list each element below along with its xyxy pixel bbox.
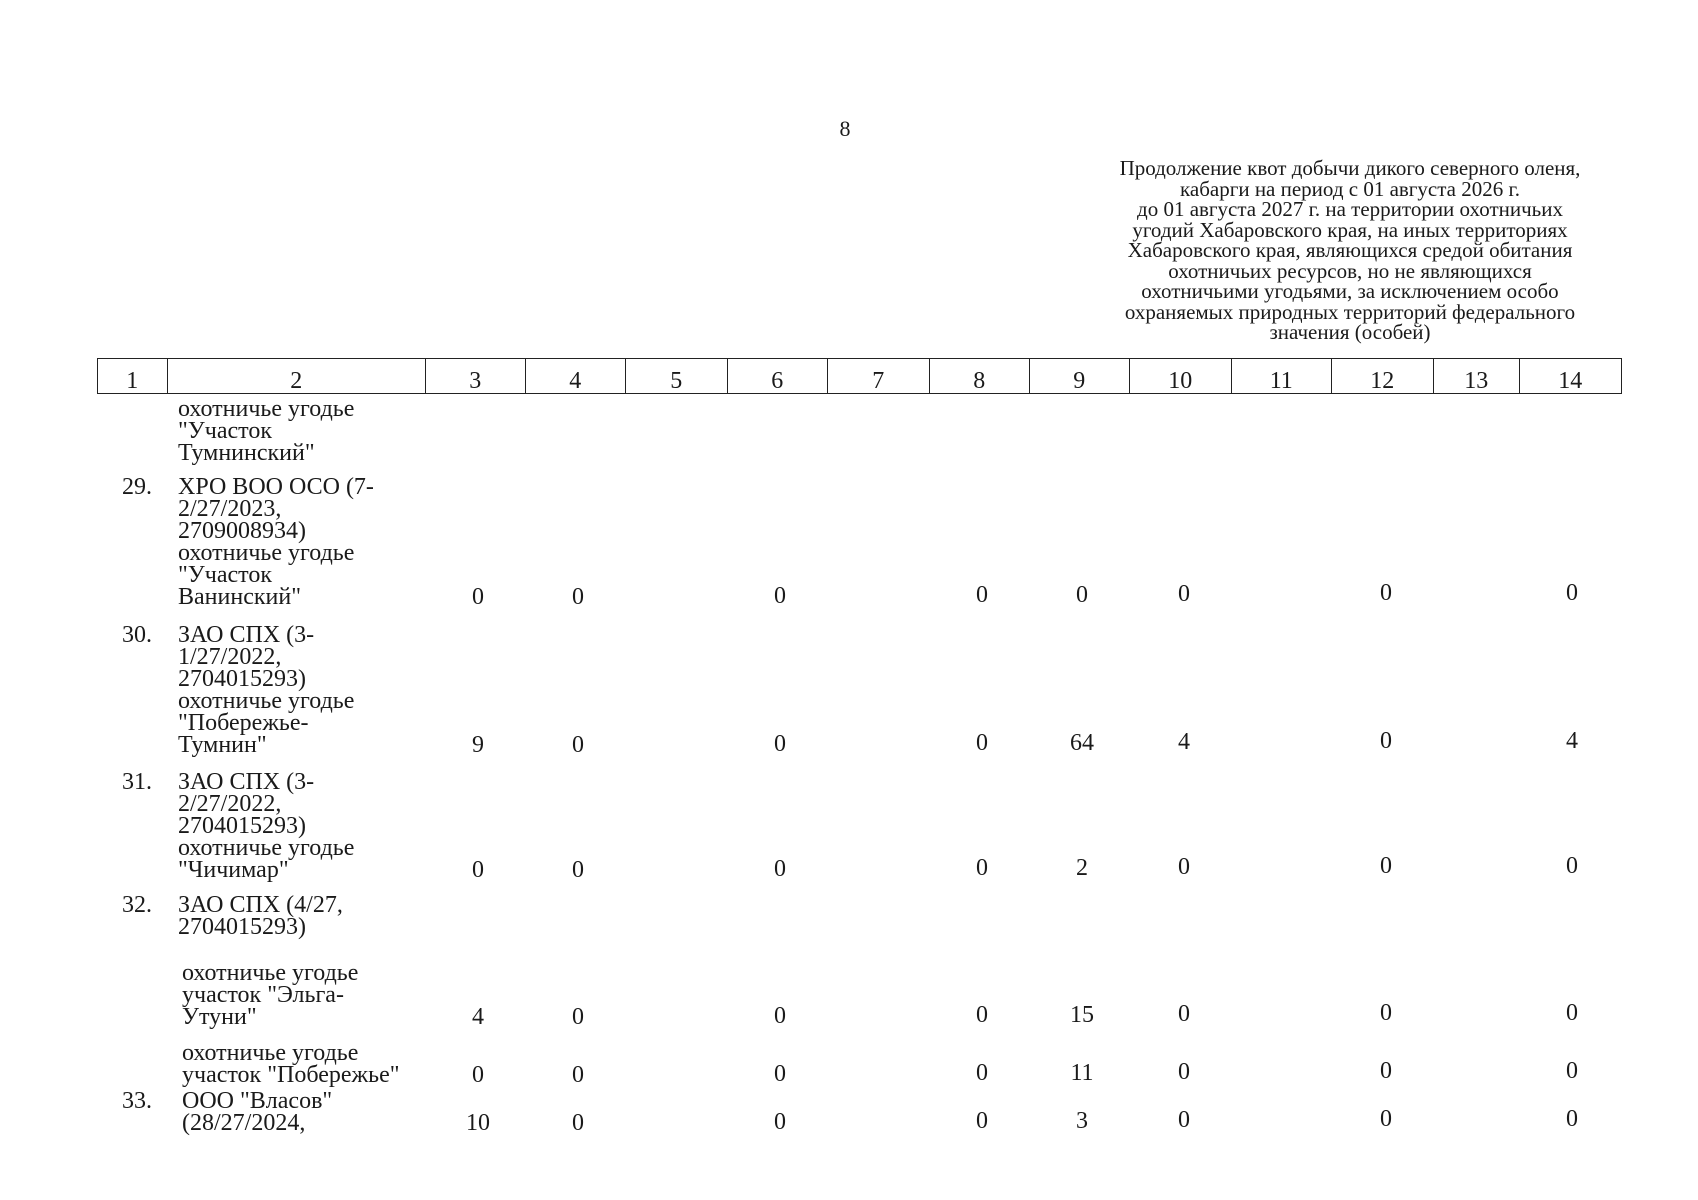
row-number: 29. — [122, 474, 152, 500]
row-name-line: Ванинский" — [178, 584, 301, 610]
table-cell: 0 — [1566, 1057, 1578, 1084]
table-cell: 64 — [1070, 729, 1094, 756]
row-name-line: ХРО ВОО ОСО (7- — [178, 474, 374, 500]
table-cell: 4 — [472, 1004, 484, 1030]
row-name-line: 2709008934) — [178, 518, 306, 544]
row-name-line: охотничье угодье — [178, 540, 355, 566]
row-name-line: ЗАО СПХ (4/27, — [178, 892, 343, 918]
row-name — [178, 476, 374, 608]
table-cell: 0 — [572, 583, 584, 610]
row-name — [178, 894, 343, 938]
row-name-line: "Побережье- — [178, 710, 309, 736]
table-cell: 0 — [1380, 1058, 1392, 1085]
table-cell: 0 — [774, 730, 786, 757]
column-header: 3 — [425, 358, 527, 394]
table-cell: 0 — [774, 582, 786, 609]
table-cell: 15 — [1070, 1001, 1094, 1028]
table-cell: 4 — [1178, 729, 1190, 756]
row-name-line: "Участок — [178, 418, 272, 444]
table-cell: 0 — [572, 1003, 584, 1030]
column-header: 7 — [827, 358, 931, 394]
table-cell: 0 — [1380, 853, 1392, 880]
table-cell: 10 — [466, 1110, 490, 1136]
row-name-line: охотничье угодье — [178, 688, 355, 714]
row-name-line: охотничье угодье — [182, 960, 359, 986]
row-name-line: участок "Эльга- — [182, 982, 344, 1008]
table-cell: 0 — [774, 1060, 786, 1087]
table-cell: 0 — [976, 730, 988, 756]
row-name — [182, 962, 358, 1028]
table-cell: 0 — [976, 1108, 988, 1134]
table-cell: 0 — [1566, 1105, 1578, 1132]
row-name-line: Утуни" — [182, 1004, 257, 1030]
table-cell: 0 — [976, 1002, 988, 1028]
row-name-line: 2/27/2023, — [178, 496, 282, 522]
row-name-line: ЗАО СПХ (3- — [178, 769, 315, 795]
caption-line: угодий Хабаровского края, на иных территориях — [1132, 217, 1568, 242]
table-cell: 0 — [572, 731, 584, 758]
row-number: 31. — [122, 769, 152, 795]
table-cell: 0 — [1380, 728, 1392, 755]
table-cell: 0 — [1178, 1001, 1190, 1028]
table-cell: 0 — [976, 1060, 988, 1086]
caption-line: охраняемых природных территорий федерального — [1124, 299, 1576, 324]
table-cell: 0 — [976, 582, 988, 608]
table-cell: 0 — [472, 1062, 484, 1088]
column-header: 2 — [167, 358, 427, 394]
row-number: 33. — [122, 1088, 152, 1114]
row-name — [182, 1090, 332, 1134]
column-header: 8 — [929, 358, 1031, 394]
table-cell: 0 — [472, 584, 484, 610]
row-name-line: ООО "Власов" — [182, 1088, 333, 1114]
table-cell: 0 — [1566, 999, 1578, 1026]
table-cell: 4 — [1566, 727, 1578, 754]
table-cell: 0 — [472, 857, 484, 883]
row-name-line: 2704015293) — [178, 666, 306, 692]
table-cell: 0 — [572, 1061, 584, 1088]
table-cell: 0 — [774, 1108, 786, 1135]
row-number: 30. — [122, 622, 152, 648]
table-cell: 0 — [572, 1109, 584, 1136]
column-header: 1 — [97, 358, 169, 394]
row-name-line: Тумнин" — [178, 732, 267, 758]
caption-line: охотничьими угодьями, за исключением особо — [1141, 279, 1559, 303]
column-header: 9 — [1029, 358, 1131, 394]
page-number: 8 — [839, 116, 851, 141]
row-name-line: ЗАО СПХ (3- — [178, 622, 315, 648]
table-cell: 0 — [1178, 854, 1190, 881]
row-name-line: 1/27/2022, — [178, 644, 282, 670]
row-name-line: участок "Побережье" — [182, 1062, 400, 1088]
column-header: 6 — [727, 358, 829, 394]
column-header: 13 — [1433, 358, 1521, 394]
caption-line: Продолжение квот добычи дикого северного оленя, — [1119, 156, 1581, 180]
table-header-row — [98, 358, 1622, 396]
caption-line: охотничьих ресурсов, но не являющихся — [1168, 258, 1532, 283]
row-name-line: (28/27/2024, — [182, 1110, 306, 1136]
row-name-line: охотничье угодье — [178, 835, 355, 861]
caption-line: до 01 августа 2027 г. на территории охотничьих — [1137, 197, 1563, 221]
row-name-line: охотничье угодье — [178, 396, 355, 422]
caption-line: значения (особей) — [1269, 320, 1431, 344]
table-cell: 11 — [1070, 1059, 1094, 1086]
table-cell: 0 — [976, 855, 988, 881]
table-cell: 3 — [1076, 1107, 1088, 1134]
table-caption — [1045, 158, 1655, 343]
column-header: 4 — [525, 358, 627, 394]
table-cell: 0 — [1076, 581, 1088, 608]
row-name — [178, 398, 354, 464]
row-name — [178, 624, 354, 756]
column-header: 10 — [1129, 358, 1233, 394]
caption-line: кабарги на период с 01 августа 2026 г. — [1180, 176, 1520, 201]
row-name-line: 2704015293) — [178, 813, 306, 839]
table-cell: 0 — [1178, 1107, 1190, 1134]
row-name-line: "Чичимар" — [178, 857, 289, 883]
table-cell: 0 — [774, 1002, 786, 1029]
row-name-line: "Участок — [178, 562, 272, 588]
caption-line: Хабаровского края, являющихся средой обитания — [1127, 238, 1573, 262]
table-cell: 0 — [572, 856, 584, 883]
table-cell: 0 — [1566, 852, 1578, 879]
row-name-line: Тумнинский" — [178, 440, 315, 466]
row-number: 32. — [122, 892, 152, 918]
row-name — [182, 1042, 400, 1086]
column-header: 12 — [1331, 358, 1435, 394]
table-cell: 2 — [1076, 854, 1088, 881]
row-name-line: 2704015293) — [178, 914, 306, 940]
table-cell: 0 — [1178, 581, 1190, 608]
table-cell: 0 — [1566, 579, 1578, 606]
row-name-line: охотничье угодье — [182, 1040, 359, 1066]
row-name — [178, 771, 354, 881]
table-cell: 0 — [1380, 580, 1392, 607]
table-cell: 0 — [1380, 1000, 1392, 1027]
table-cell: 0 — [1380, 1106, 1392, 1133]
table-cell: 9 — [472, 732, 484, 758]
column-header: 11 — [1231, 358, 1333, 394]
table-cell: 0 — [1178, 1059, 1190, 1086]
row-name-line: 2/27/2022, — [178, 791, 282, 817]
column-header: 14 — [1519, 358, 1623, 394]
column-header: 5 — [625, 358, 729, 394]
table-cell: 0 — [774, 855, 786, 882]
